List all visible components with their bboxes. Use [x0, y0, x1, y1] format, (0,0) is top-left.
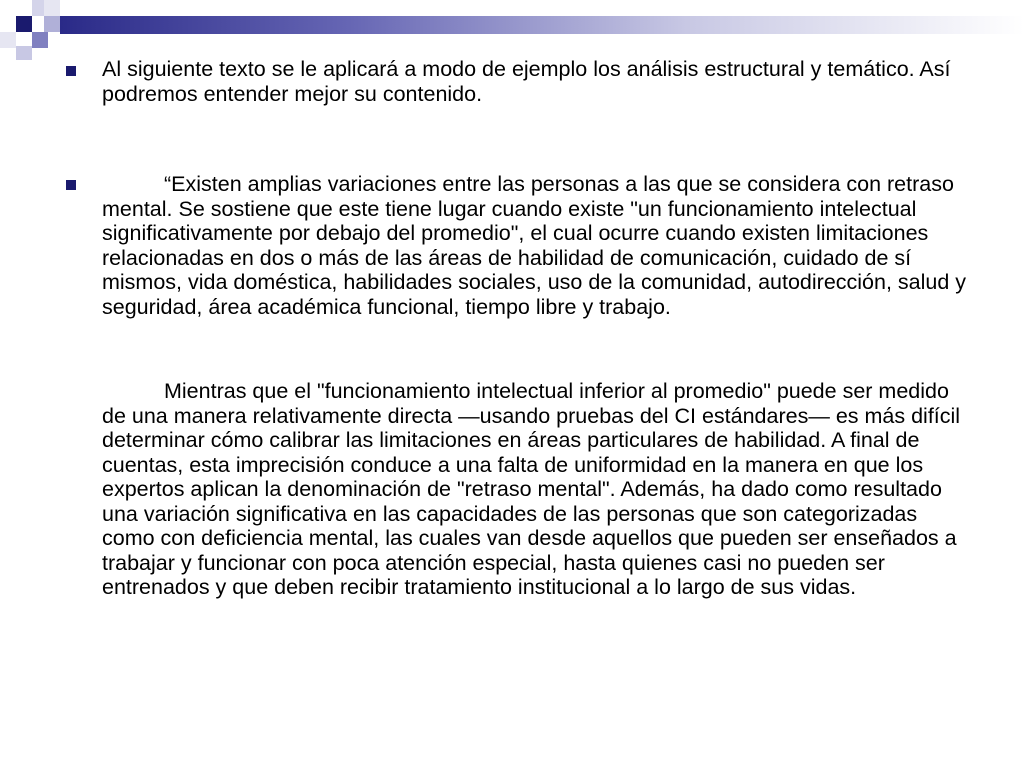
quote-paragraph-2: [102, 379, 972, 600]
quote-paragraph-2-text: Mientras que el "funcionamiento intelectual inferior al promedio" puede ser medido de una manera relativamente directa —usando pruebas del CI estándares— es más difícil determinar cómo calibrar las limitaciones en áreas particulares de habilidad. A final de cuentas, esta imprecisión conduce a una falta de uniformidad en la manera en que los expertos aplican la denominación de "retraso mental". Además, ha dado como resultado una variación significativa en las capacidades de las personas que son categorizadas como con deficiencia mental, las cuales van desde aquellos que pueden ser enseñados a trabajar y funcionar con poca atención especial, hasta quienes casi no pueden ser entrenados y que deben recibir tratamiento institucional a lo largo de sus vidas.: [102, 379, 961, 599]
quote-paragraph-1-text: “Existen amplias variaciones entre las personas a las que se considera con retraso mental. Se sostiene que este tiene lugar cuando existe "un funcionamiento intelectual significativamente por debajo del promedio", el cual ocurre cuando existen limitaciones relacionadas en dos o más de las áreas de habilidad de comunicación, cuidado de sí mismos, vida doméstica, habilidades sociales, uso de la comunidad, autodirección, salud y seguridad, área académica funcional, tiempo libre y trabajo.: [102, 172, 967, 319]
quote-paragraph-1: [102, 172, 972, 319]
decor-square-light: [16, 46, 32, 60]
bullet-marker: [66, 66, 76, 76]
header-gradient-bar: [60, 16, 1024, 34]
intro-text: Al siguiente texto se le aplicará a modo de ejemplo los análisis estructural y temático. Así podremos entender mejor su contenido.: [102, 57, 951, 106]
decor-square-dark: [16, 16, 32, 32]
bullet-marker: [66, 180, 76, 190]
decor-square-mid: [44, 16, 60, 32]
decor-square-light: [0, 32, 16, 48]
decor-square-light: [44, 0, 60, 16]
decor-square-mid: [32, 32, 48, 48]
